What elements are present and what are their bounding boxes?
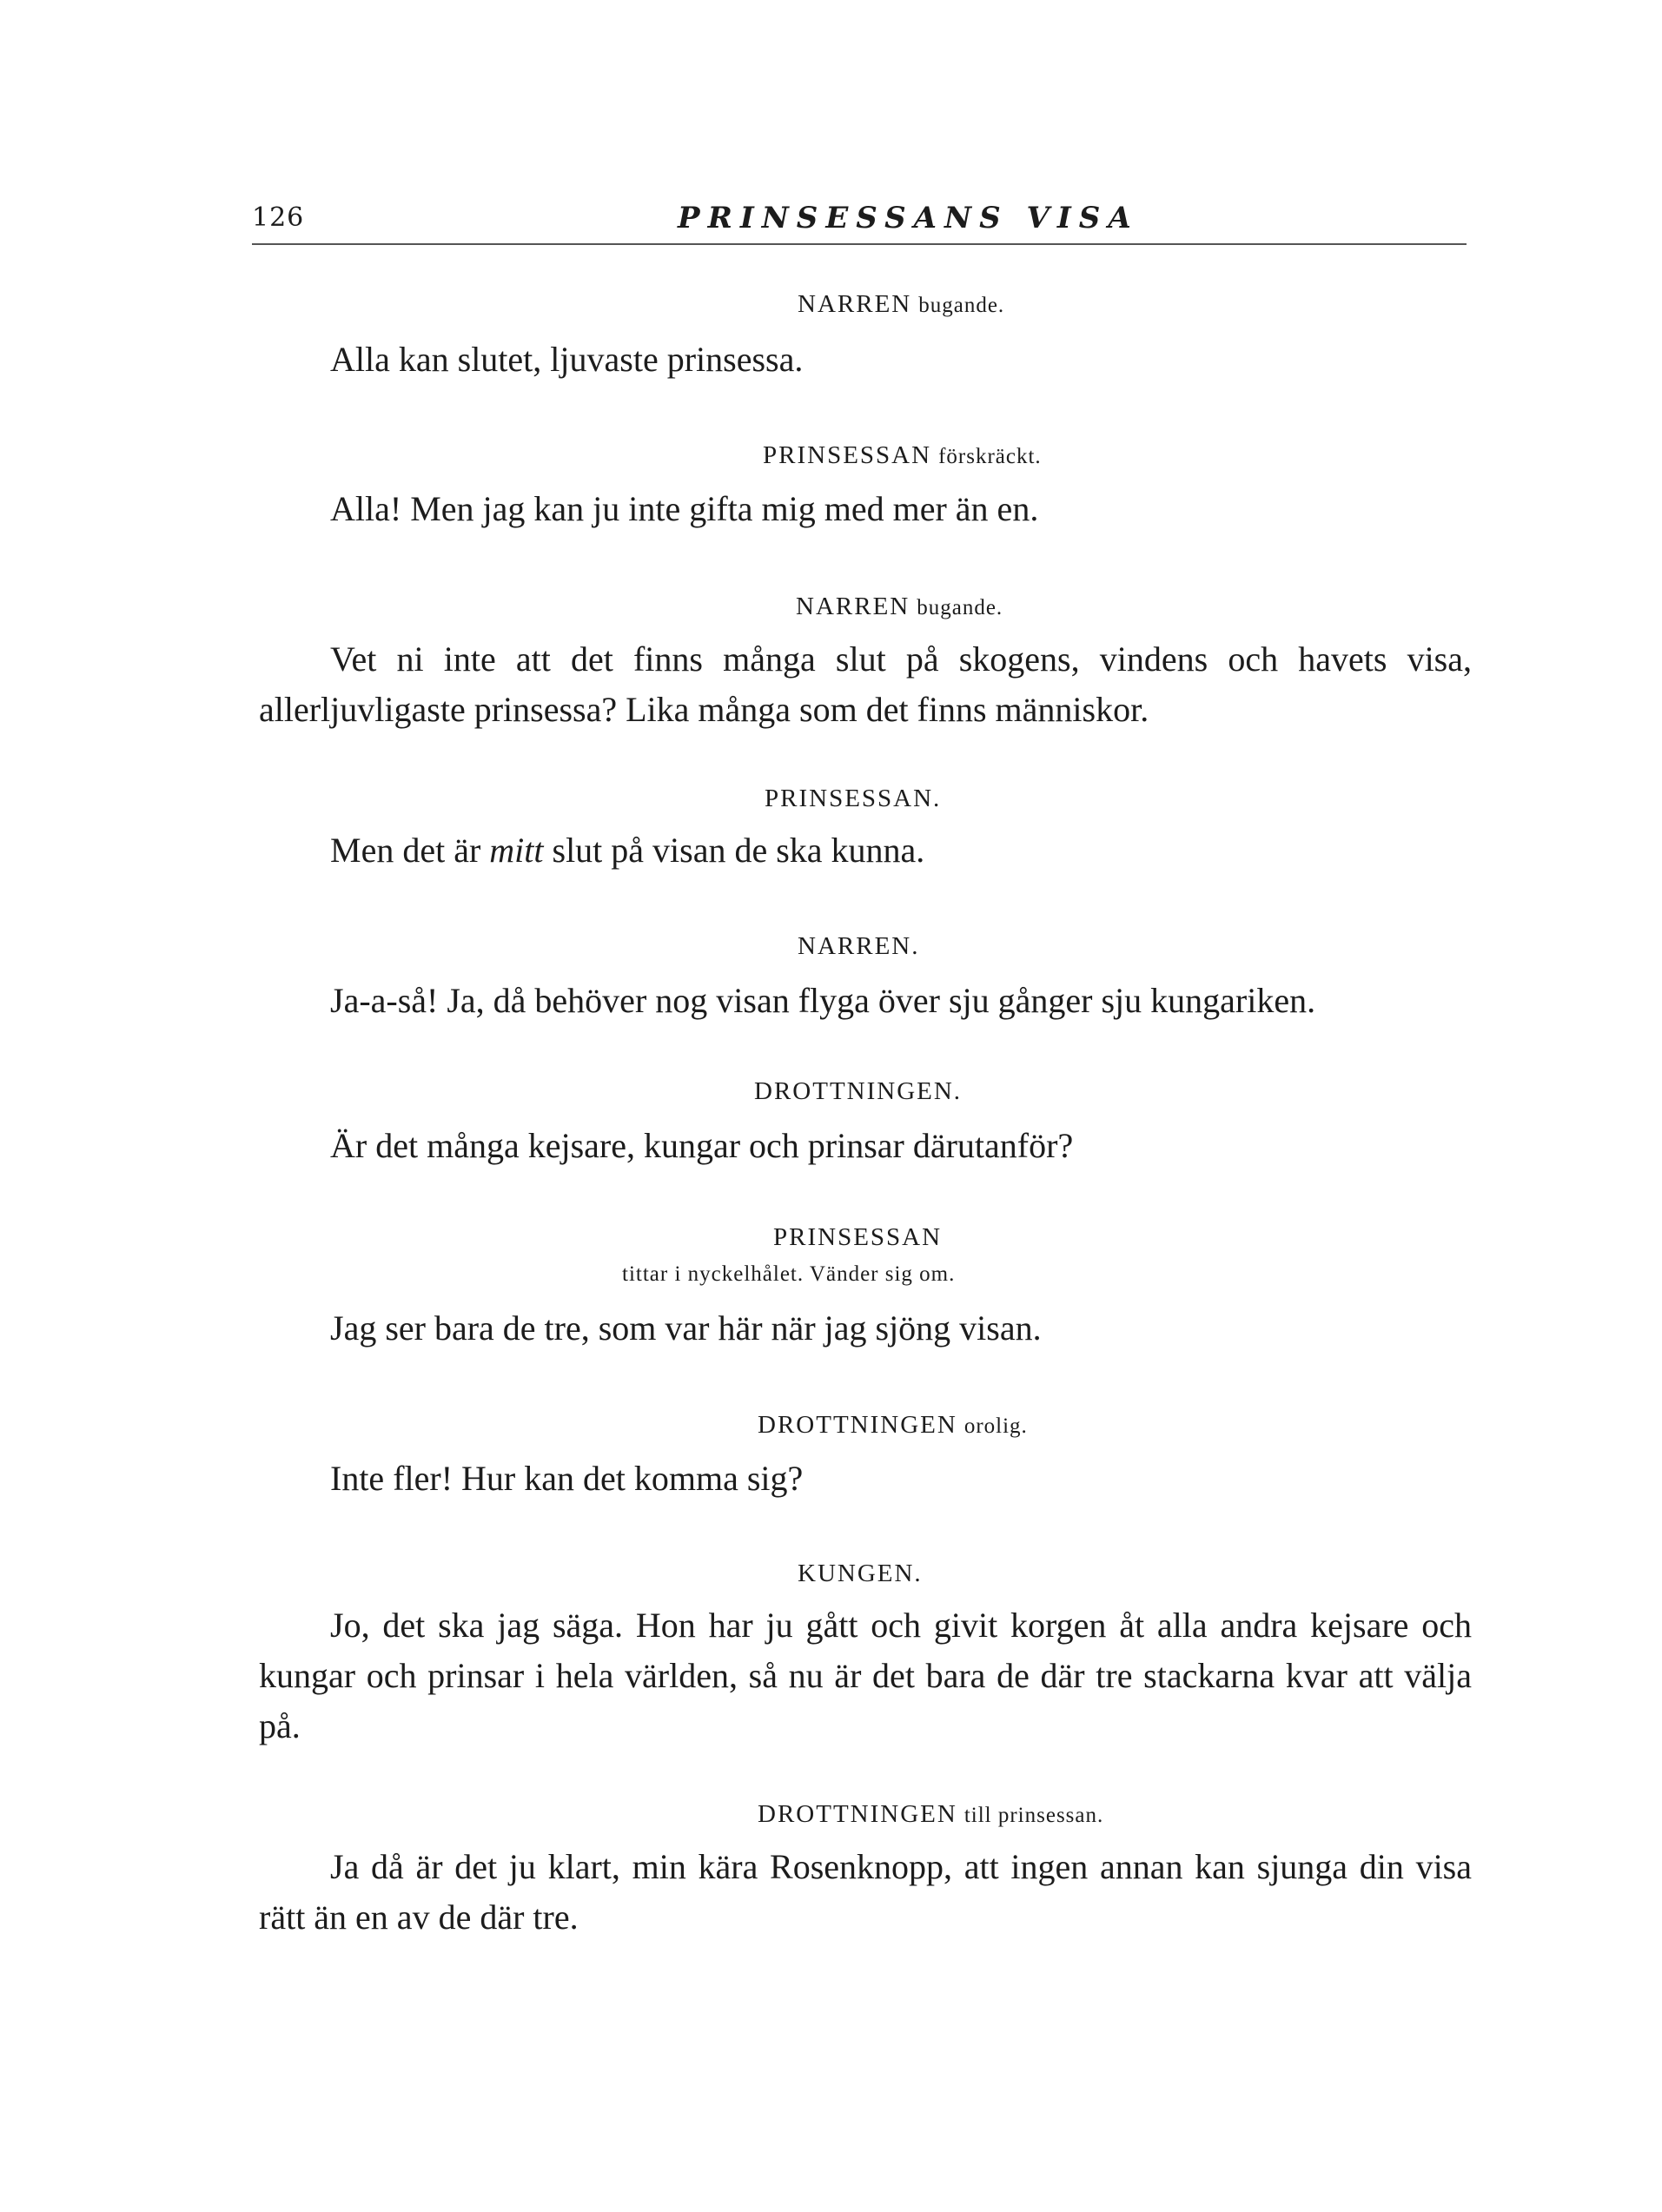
emphasized-word: mitt [489, 831, 544, 870]
speaker-name: PRINSESSAN [773, 1223, 943, 1251]
speaker-name: NARREN [796, 593, 910, 620]
speaker-name: NARREN [798, 290, 912, 318]
speaker-name: DROTTNINGEN [758, 1411, 957, 1439]
speaker-heading [798, 1560, 923, 1588]
speaker-heading [773, 1223, 942, 1252]
speaker-name: DROTTNINGEN. [754, 1077, 963, 1105]
header-rule [252, 243, 1467, 245]
speaker-name: PRINSESSAN. [765, 785, 942, 812]
page-header [252, 195, 1468, 239]
speaker-name: DROTTNINGEN [758, 1800, 957, 1828]
stage-direction: tittar i nyckelhålet. Vänder sig om. [622, 1262, 956, 1286]
speaker-heading [796, 593, 1003, 621]
stage-direction: till prinsessan. [963, 1804, 1104, 1827]
dialogue-line: Inte fler! Hur kan det komma sig? [330, 1459, 804, 1498]
dialogue-line: Jag ser bara de tre, som var här när jag sjöng visan. [330, 1308, 1042, 1348]
dialogue-text-after: slut på visan de ska kunna. [552, 831, 925, 870]
page-number: 126 [252, 202, 305, 233]
stage-direction: orolig. [963, 1414, 1028, 1438]
dialogue-text-before: Men det är [330, 831, 481, 870]
stage-direction: förskräckt. [938, 445, 1042, 468]
speaker-heading [798, 932, 919, 961]
speaker-heading [763, 441, 1042, 470]
speaker-name: NARREN. [798, 932, 920, 960]
dialogue-line: Ja-a-så! Ja, då behöver nog visan flyga över sju gånger sju kungariken. [330, 981, 1316, 1020]
dialogue-line: Ja då är det ju klart, min kära Rosenknopp, att ingen annan kan sjunga din visa rätt än en av de där tre. [259, 1847, 1472, 1937]
speaker-heading [754, 1077, 962, 1106]
speaker-heading [765, 785, 941, 813]
speaker-heading [758, 1411, 1028, 1440]
dialogue-line: Är det många kejsare, kungar och prinsar därutanför? [330, 1126, 1074, 1165]
dialogue-line: Vet ni inte att det finns många slut på skogens, vindens och havets visa, allerljuvligaste prinsessa? Lika många som det finns människor. [259, 639, 1472, 729]
stage-direction: bugande. [917, 596, 1003, 619]
speaker-name: KUNGEN. [798, 1560, 923, 1587]
dialogue-line: Alla! Men jag kan ju inte gifta mig med mer än en. [330, 489, 1039, 528]
running-title: PRINSESSANS VISA [678, 201, 1139, 235]
speaker-heading [758, 1800, 1103, 1829]
speaker-name: PRINSESSAN [763, 441, 932, 469]
dialogue-line: Alla kan slutet, ljuvaste prinsessa. [330, 340, 804, 379]
dialogue-line: Jo, det ska jag säga. Hon har ju gått och givit korgen åt alla andra kejsare och kungar och prinsar i hela världen, så nu är det bara de där tre stackarna kvar att välja på. [259, 1606, 1472, 1745]
dialogue-line [259, 825, 1472, 876]
speaker-heading [798, 290, 1004, 319]
stage-direction: bugande. [918, 294, 1005, 317]
